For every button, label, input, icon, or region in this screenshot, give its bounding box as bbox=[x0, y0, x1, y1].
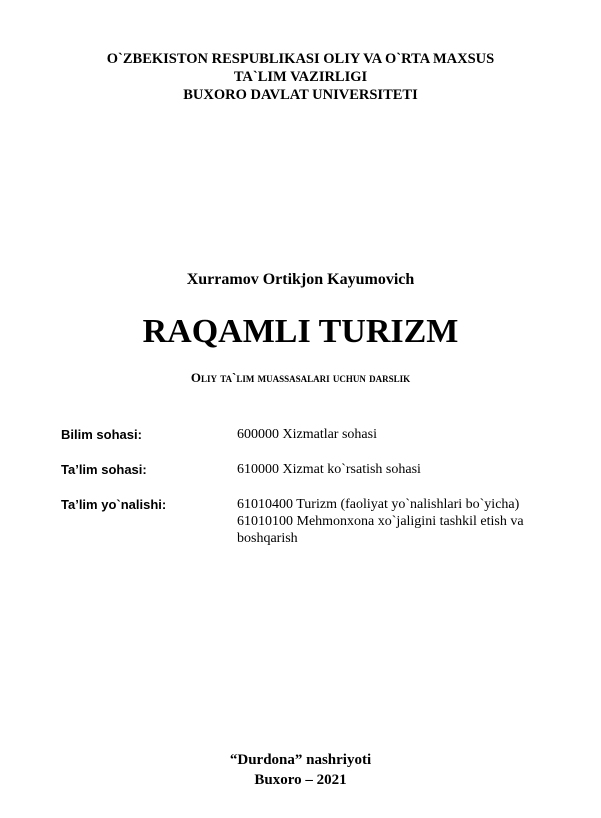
header-line-2: TA`LIM VAZIRLIGI bbox=[233, 69, 368, 85]
ministry-header bbox=[0, 50, 601, 104]
book-title: RAQAMLI TURIZM bbox=[142, 313, 459, 350]
book-subtitle: Oliy ta`lim muassasalari uchun darslik bbox=[190, 370, 411, 385]
publisher-name: “Durdona” nashriyoti bbox=[229, 752, 372, 768]
info-row-area bbox=[61, 461, 561, 479]
info-row-field bbox=[61, 426, 561, 444]
classification-info bbox=[61, 426, 561, 564]
author-name: Xurramov Ortikjon Kayumovich bbox=[186, 271, 415, 288]
publisher-footer bbox=[0, 750, 601, 790]
direction-value-2: 61010100 Mehmonxona xo`jaligini tashkil etish va boshqarish bbox=[237, 514, 524, 546]
area-label: Ta’lim sohasi: bbox=[61, 462, 147, 477]
field-value: 600000 Xizmatlar sohasi bbox=[237, 427, 377, 442]
header-line-3: BUXORO DAVLAT UNIVERSITETI bbox=[183, 87, 418, 103]
header-line-1: O`ZBEKISTON RESPUBLIKASI OLIY VA O`RTA MAXSUS bbox=[106, 51, 495, 67]
direction-label: Ta’lim yo`nalishi: bbox=[61, 497, 167, 512]
info-row-direction bbox=[61, 496, 561, 547]
direction-value bbox=[237, 496, 557, 547]
city-year: Buxoro – 2021 bbox=[254, 772, 347, 788]
field-label: Bilim sohasi: bbox=[61, 427, 142, 442]
direction-value-1: 61010400 Turizm (faoliyat yo`nalishlari bo`yicha) bbox=[237, 497, 520, 512]
area-value: 610000 Xizmat ko`rsatish sohasi bbox=[237, 462, 421, 477]
